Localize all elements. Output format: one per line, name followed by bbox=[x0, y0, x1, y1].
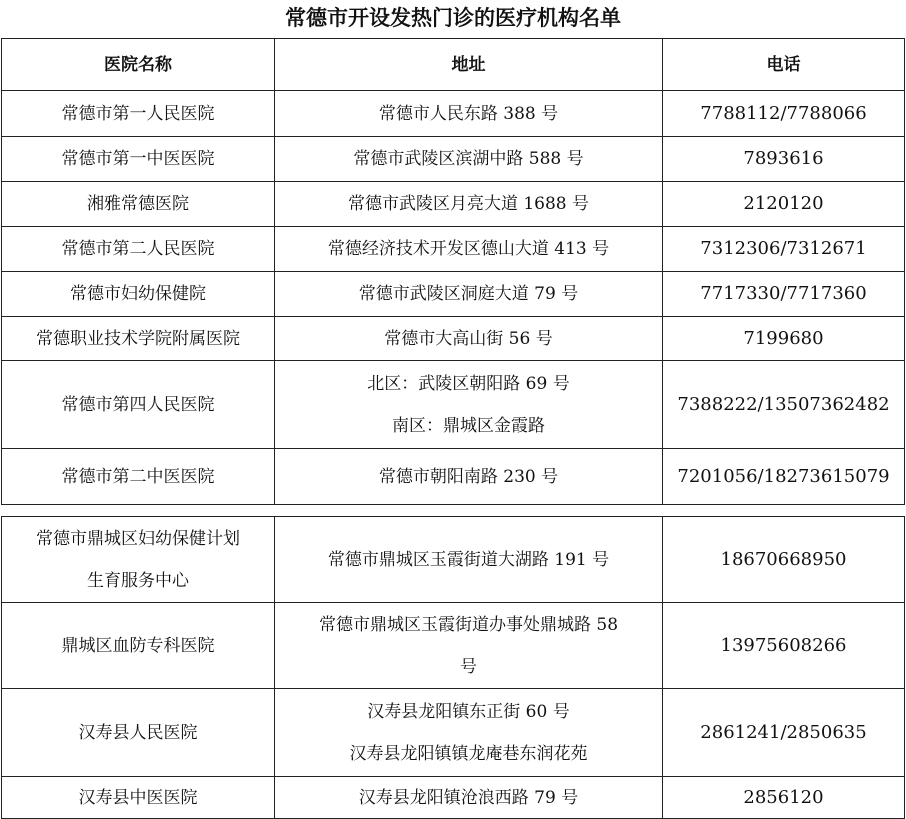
name-line: 生育服务中心 bbox=[87, 570, 189, 591]
hospital-name: 常德市妇幼保健院 bbox=[2, 272, 275, 317]
table-header-row bbox=[2, 39, 905, 91]
hospital-phone: 18670668950 bbox=[663, 517, 905, 603]
hospital-name: 常德市第二中医医院 bbox=[2, 449, 275, 505]
hospital-phone: 2120120 bbox=[663, 182, 905, 227]
name-line: 常德市鼎城区妇幼保健计划 bbox=[36, 528, 240, 549]
column-header-phone: 电话 bbox=[663, 39, 905, 91]
hospital-address: 常德经济技术开发区德山大道 413 号 bbox=[275, 227, 663, 272]
address-line: 汉寿县龙阳镇东正街 60 号 bbox=[367, 701, 570, 722]
page-title: 常德市开设发热门诊的医疗机构名单 bbox=[285, 6, 621, 30]
hospital-phone: 7201056/18273615079 bbox=[663, 449, 905, 505]
table-row bbox=[2, 361, 905, 449]
table-row bbox=[2, 517, 905, 603]
hospital-name bbox=[2, 517, 275, 603]
hospital-name: 常德市第二人民医院 bbox=[2, 227, 275, 272]
hospital-phone: 7199680 bbox=[663, 317, 905, 361]
hospital-name: 常德市第一人民医院 bbox=[2, 91, 275, 137]
hospital-address: 汉寿县龙阳镇沧浪西路 79 号 bbox=[275, 777, 663, 819]
hospital-phone: 13975608266 bbox=[663, 603, 905, 689]
hospital-phone: 7788112/7788066 bbox=[663, 91, 905, 137]
table-row bbox=[2, 603, 905, 689]
hospital-name: 常德市第一中医医院 bbox=[2, 137, 275, 182]
hospital-address: 常德市人民东路 388 号 bbox=[275, 91, 663, 137]
address-line: 南区：鼎城区金霞路 bbox=[392, 415, 545, 436]
hospital-name: 鼎城区血防专科医院 bbox=[2, 603, 275, 689]
table-row bbox=[2, 777, 905, 819]
table-row bbox=[2, 91, 905, 137]
table-row bbox=[2, 449, 905, 505]
hospital-name: 常德职业技术学院附属医院 bbox=[2, 317, 275, 361]
hospital-address bbox=[275, 361, 663, 449]
hospital-address bbox=[275, 689, 663, 777]
address-line: 北区：武陵区朝阳路 69 号 bbox=[367, 373, 570, 394]
column-header-address: 地址 bbox=[275, 39, 663, 91]
address-line: 汉寿县龙阳镇镇龙庵巷东润花苑 bbox=[349, 743, 588, 764]
hospital-table bbox=[1, 38, 905, 505]
table-row bbox=[2, 272, 905, 317]
hospital-address: 常德市朝阳南路 230 号 bbox=[275, 449, 663, 505]
hospital-address: 常德市武陵区滨湖中路 588 号 bbox=[275, 137, 663, 182]
hospital-name: 汉寿县中医医院 bbox=[2, 777, 275, 819]
hospital-phone: 7312306/7312671 bbox=[663, 227, 905, 272]
hospital-phone: 7388222/13507362482 bbox=[663, 361, 905, 449]
table-row bbox=[2, 317, 905, 361]
address-line: 常德市鼎城区玉霞街道办事处鼎城路 58 bbox=[318, 614, 619, 635]
address-line: 号 bbox=[460, 656, 477, 677]
table-row bbox=[2, 137, 905, 182]
hospital-address bbox=[275, 603, 663, 689]
hospital-phone: 2856120 bbox=[663, 777, 905, 819]
table-row bbox=[2, 227, 905, 272]
hospital-name: 汉寿县人民医院 bbox=[2, 689, 275, 777]
hospital-address: 常德市鼎城区玉霞街道大湖路 191 号 bbox=[275, 517, 663, 603]
hospital-address: 常德市武陵区洞庭大道 79 号 bbox=[275, 272, 663, 317]
hospital-phone: 7893616 bbox=[663, 137, 905, 182]
hospital-address: 常德市大高山街 56 号 bbox=[275, 317, 663, 361]
table-row bbox=[2, 689, 905, 777]
column-header-name: 医院名称 bbox=[2, 39, 275, 91]
hospital-table-continued bbox=[1, 516, 905, 819]
hospital-phone: 2861241/2850635 bbox=[663, 689, 905, 777]
hospital-name: 常德市第四人民医院 bbox=[2, 361, 275, 449]
table-row bbox=[2, 182, 905, 227]
hospital-name: 湘雅常德医院 bbox=[2, 182, 275, 227]
hospital-address: 常德市武陵区月亮大道 1688 号 bbox=[275, 182, 663, 227]
hospital-phone: 7717330/7717360 bbox=[663, 272, 905, 317]
